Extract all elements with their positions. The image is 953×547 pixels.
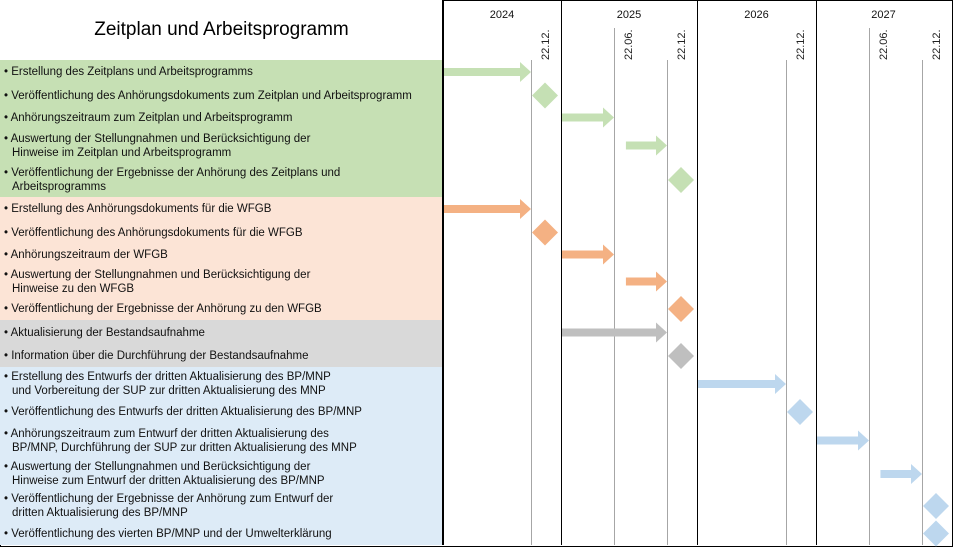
task-label-line: • Auswertung der Stellungnahmen und Berücksichtigung der xyxy=(4,461,311,473)
task-label xyxy=(4,427,357,455)
task-label xyxy=(4,527,332,541)
date-label: 22.12. xyxy=(795,29,807,60)
task-label xyxy=(4,65,253,79)
task-label-line: Hinweise im Zeitplan und Arbeitsprogramm xyxy=(12,146,232,159)
task-label-line: • Veröffentlichung der Ergebnisse der Anhörung zu den WFGB xyxy=(4,303,322,315)
task-label-line: • Erstellung des Entwurfs der dritten Aktualisierung des BP/MNP xyxy=(4,371,331,383)
task-label xyxy=(4,111,292,125)
task-label-line: • Veröffentlichung des vierten BP/MNP und der Umwelterklärung xyxy=(4,527,332,540)
task-row xyxy=(0,197,443,221)
panel-divider xyxy=(442,0,444,545)
task-row xyxy=(0,320,443,345)
task-label-line: • Anhörungszeitraum zum Entwurf der dritten Aktualisierung des xyxy=(4,427,329,440)
date-label: 22.06. xyxy=(623,29,635,60)
task-label-line: dritten Aktualisierung des BP/MNP xyxy=(12,507,188,519)
task-row xyxy=(0,458,443,490)
task-row xyxy=(0,265,443,298)
task-row xyxy=(0,401,443,423)
task-label xyxy=(4,326,205,340)
task-row xyxy=(0,244,443,265)
task-label-line: • Auswertung der Stellungnahmen und Berücksichtigung der xyxy=(4,268,311,281)
task-label-line: • Anhörungszeitraum zum Zeitplan und Arbeitsprogramm xyxy=(4,111,293,124)
task-row xyxy=(0,298,443,320)
task-row xyxy=(0,490,443,522)
date-gridline xyxy=(786,60,787,545)
date-label: 22.12. xyxy=(676,29,688,60)
task-label xyxy=(4,166,340,194)
task-row xyxy=(0,60,443,84)
date-gridline xyxy=(869,28,870,545)
task-label-line: • Veröffentlichung des Anhörungsdokuments für die WFGB xyxy=(4,226,303,239)
task-label xyxy=(4,405,362,419)
date-gridline xyxy=(531,60,532,545)
year-label: 2026 xyxy=(744,9,769,21)
task-label-line: Hinweise zu den WFGB xyxy=(12,282,135,295)
task-row xyxy=(0,163,443,197)
date-label: 22.12. xyxy=(931,29,943,60)
task-label xyxy=(4,226,303,240)
task-label xyxy=(4,268,310,296)
task-label-line: und Vorbereitung der SUP zur dritten Aktualisierung des MNP xyxy=(12,385,326,397)
date-label: 22.12. xyxy=(540,29,552,60)
task-label-line: • Erstellung des Anhörungsdokuments für die WFGB xyxy=(4,203,272,215)
task-row xyxy=(0,345,443,367)
date-gridline xyxy=(922,60,923,545)
task-list xyxy=(0,60,443,545)
task-label-line: • Veröffentlichung der Ergebnisse der Anhörung des Zeitplans und xyxy=(4,167,341,179)
task-label xyxy=(4,370,331,398)
date-gridline xyxy=(614,28,615,545)
task-label-line: • Information über die Durchführung der Bestandsaufnahme xyxy=(4,350,309,362)
task-label xyxy=(4,302,322,316)
task-row xyxy=(0,84,443,107)
task-label xyxy=(4,492,333,520)
task-label xyxy=(4,460,325,488)
task-row xyxy=(0,128,443,163)
year-separator xyxy=(816,0,817,545)
task-label-line: • Veröffentlichung des Anhörungsdokuments zum Zeitplan und Arbeitsprogramm xyxy=(4,89,412,102)
task-row xyxy=(0,107,443,128)
task-label-line: Hinweise zum Entwurf der dritten Aktualisierung des BP/MNP xyxy=(12,475,325,487)
task-row xyxy=(0,522,443,545)
task-label-line: • Veröffentlichung der Ergebnisse der Anhörung zum Entwurf der xyxy=(4,493,334,505)
task-label xyxy=(4,248,168,262)
task-label xyxy=(4,132,310,160)
task-label xyxy=(4,89,412,103)
year-separator xyxy=(697,0,698,545)
year-label: 2024 xyxy=(489,9,515,21)
task-row xyxy=(0,367,443,401)
date-gridline xyxy=(667,60,668,545)
year-separator xyxy=(561,0,562,545)
task-label-line: • Erstellung des Zeitplans und Arbeitsprogramms xyxy=(4,66,253,78)
task-label-line: Arbeitsprogramms xyxy=(12,181,106,193)
task-label-line: • Anhörungszeitraum der WFGB xyxy=(4,248,168,261)
year-label: 2027 xyxy=(871,9,896,21)
task-label-line: • Auswertung der Stellungnahmen und Berücksichtigung der xyxy=(4,132,311,145)
task-row xyxy=(0,221,443,244)
date-label: 22.06. xyxy=(878,29,890,60)
page-title: Zeitplan und Arbeitsprogramm xyxy=(0,0,443,60)
task-label-line: • Veröffentlichung des Entwurfs der dritten Aktualisierung des BP/MNP xyxy=(4,406,362,418)
task-row xyxy=(0,423,443,458)
task-label-line: • Aktualisierung der Bestandsaufnahme xyxy=(4,326,205,339)
year-label: 2025 xyxy=(616,9,642,21)
task-label xyxy=(4,349,309,363)
task-label xyxy=(4,202,271,216)
task-label-line: BP/MNP, Durchführung der SUP zur dritten Aktualisierung des MNP xyxy=(12,441,357,454)
